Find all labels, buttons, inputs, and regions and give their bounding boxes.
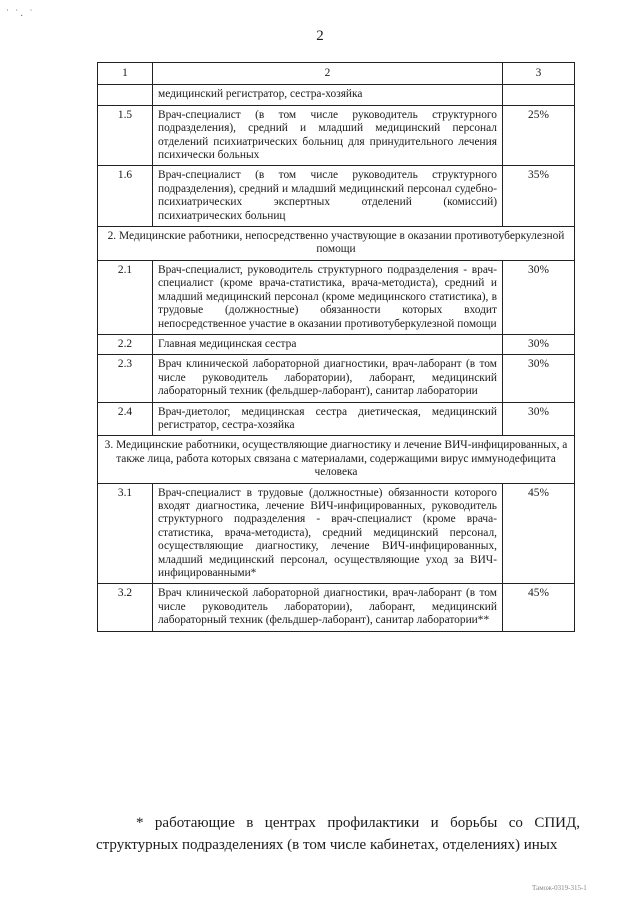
section-heading: 3. Медицинские работники, осуществляющие диагностику и лечение ВИЧ-инфицированных, а также лица, работа которых связана с материалами, содержащими вирус иммунодефицита человека bbox=[98, 436, 575, 483]
section-heading-row bbox=[98, 227, 575, 261]
allowance-table bbox=[97, 62, 575, 632]
table-row bbox=[98, 584, 575, 631]
table-row bbox=[98, 355, 575, 402]
row-description: Врач клинической лабораторной диагностики, врач-лаборант (в том числе руководитель лаборатории), лаборант, медицинский лабораторный техник (фельдшер-лаборант), санитар лаборатории bbox=[153, 355, 503, 402]
table-row bbox=[98, 402, 575, 436]
row-number: 1.6 bbox=[98, 166, 153, 227]
table-row-continuation bbox=[98, 85, 575, 105]
row-description: медицинский регистратор, сестра-хозяйка bbox=[153, 85, 503, 105]
row-percentage bbox=[503, 85, 575, 105]
row-description: Главная медицинская сестра bbox=[153, 334, 503, 354]
row-number: 2.1 bbox=[98, 260, 153, 334]
table-row bbox=[98, 483, 575, 584]
row-percentage: 30% bbox=[503, 260, 575, 334]
table-row bbox=[98, 105, 575, 166]
row-number bbox=[98, 85, 153, 105]
table-row bbox=[98, 334, 575, 354]
scan-marks: ˙ ˙․ ˙ bbox=[6, 8, 35, 18]
row-number: 1.5 bbox=[98, 105, 153, 166]
row-description: Врач-специалист (в том числе руководитель структурного подразделения), средний и младший медицинский персонал отделений психиатрических больниц для принудительного лечения психически больных bbox=[153, 105, 503, 166]
header-col-1: 1 bbox=[98, 63, 153, 85]
row-percentage: 35% bbox=[503, 166, 575, 227]
row-number: 2.2 bbox=[98, 334, 153, 354]
row-number: 2.3 bbox=[98, 355, 153, 402]
page-number: 2 bbox=[316, 28, 324, 44]
row-number: 3.1 bbox=[98, 483, 153, 584]
header-col-2: 2 bbox=[153, 63, 503, 85]
row-percentage: 30% bbox=[503, 402, 575, 436]
row-description: Врач-специалист в трудовые (должностные) обязанности которого входят диагностика, лечение ВИЧ-инфицированных, руководитель структурного подразделения - врач-специалист (кроме врача-статистика, врача-методиста), средний медицинский персонал, осуществляющие диагностику, лечение ВИЧ-инфицированных, младший медицинский персонал, осуществляющие уход за ВИЧ-инфицированными* bbox=[153, 483, 503, 584]
header-col-3: 3 bbox=[503, 63, 575, 85]
row-percentage: 45% bbox=[503, 584, 575, 631]
row-percentage: 25% bbox=[503, 105, 575, 166]
row-percentage: 30% bbox=[503, 334, 575, 354]
section-heading: 2. Медицинские работники, непосредственно участвующие в оказании противотуберкулезной помощи bbox=[98, 227, 575, 261]
section-heading-row bbox=[98, 436, 575, 483]
row-number: 3.2 bbox=[98, 584, 153, 631]
table-row bbox=[98, 166, 575, 227]
row-percentage: 45% bbox=[503, 483, 575, 584]
table-header-row bbox=[98, 63, 575, 85]
document-stamp: Тамож-0319-315-1 bbox=[532, 884, 587, 892]
footnote: * работающие в центрах профилактики и борьбы со СПИД, структурных подразделениях (в том числе кабинетах, отделениях) иных bbox=[96, 815, 580, 853]
row-description: Врач клинической лабораторной диагностики, врач-лаборант (в том числе руководитель лаборатории), лаборант, медицинский лабораторный техник (фельдшер-лаборант), санитар лаборатории** bbox=[153, 584, 503, 631]
row-percentage: 30% bbox=[503, 355, 575, 402]
row-description: Врач-специалист (в том числе руководитель структурного подразделения), средний и младший медицинский персонал судебно-психиатрических экспертных отделений (комиссий) психиатрических больниц bbox=[153, 166, 503, 227]
table-body bbox=[98, 63, 575, 632]
row-number: 2.4 bbox=[98, 402, 153, 436]
row-description: Врач-диетолог, медицинская сестра диетическая, медицинский регистратор, сестра-хозяйка bbox=[153, 402, 503, 436]
row-description: Врач-специалист, руководитель структурного подразделения - врач-специалист (кроме врача-статистика, врача-методиста), средний и младший медицинский персонал (кроме медицинского статистика), в трудовые (должностные) обязанности которых входит непосредственное участие в оказании противотуберкулезной помощи bbox=[153, 260, 503, 334]
table-row bbox=[98, 260, 575, 334]
